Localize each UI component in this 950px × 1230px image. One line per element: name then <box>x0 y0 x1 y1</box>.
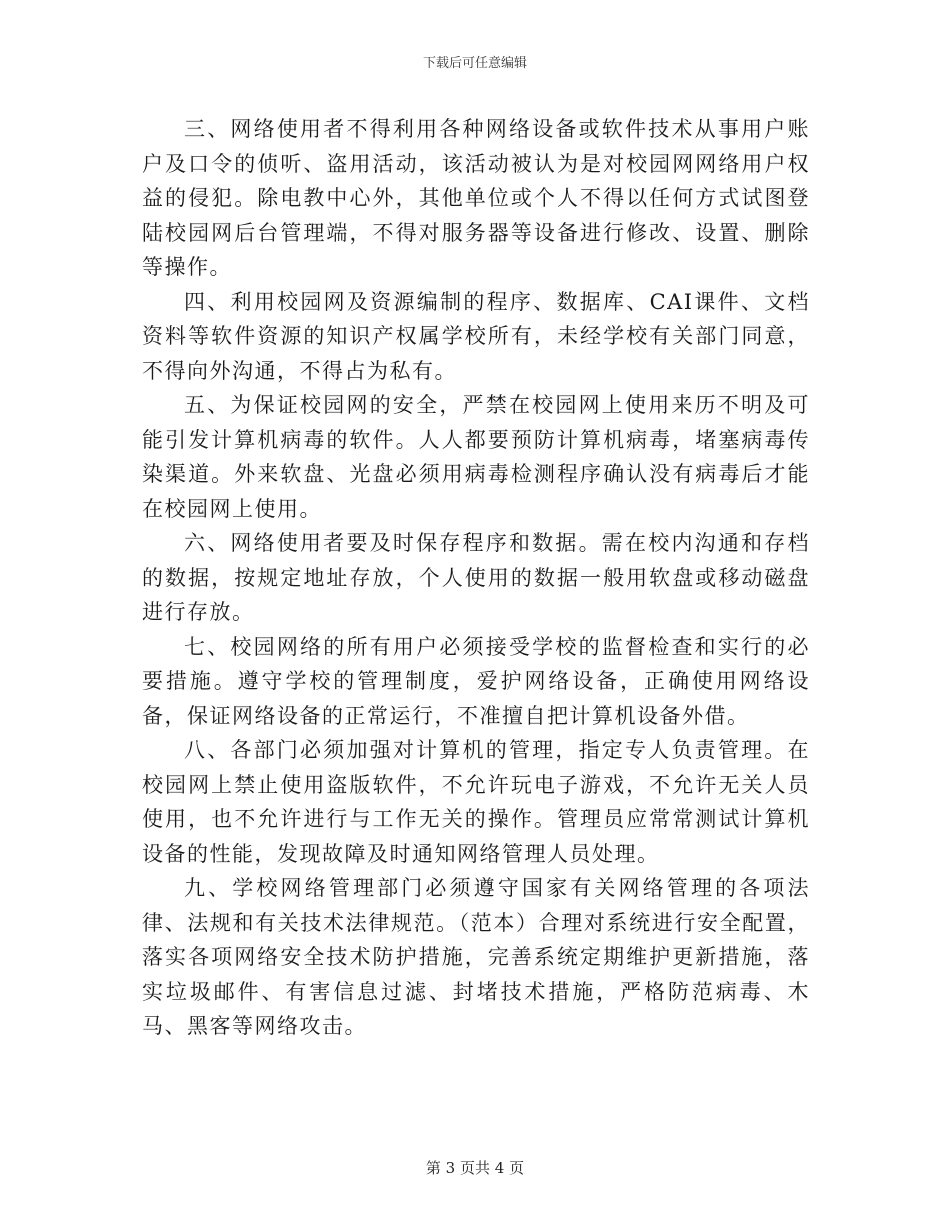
paragraph-3: 三、网络使用者不得利用各种网络设备或软件技术从事用户账户及口令的侦听、盗用活动，该活动被认为是对校园网网络用户权益的侵犯。除电教中心外，其他单位或个人不得以任何方式试图登陆校园网后台管理端，不得对服务器等设备进行修改、设置、删除等操作。 <box>142 117 810 279</box>
page-header-note: 下载后可任意编辑 <box>422 56 527 71</box>
paragraph-9: 九、学校网络管理部门必须遵守国家有关网络管理的各项法律、法规和有关技术法律规范。（范本）合理对系统进行安全配置，落实各项网络安全技术防护措施，完善系统定期维护更新措施，落实垃圾邮件、有害信息过滤、封堵技术措施，严格防范病毒、木马、黑客等网络攻击。 <box>142 876 810 1038</box>
paragraph-6: 六、网络使用者要及时保存程序和数据。需在校内沟通和存档的数据，按规定地址存放，个人使用的数据一般用软盘或移动磁盘进行存放。 <box>142 531 810 624</box>
document-body <box>142 112 810 1044</box>
paragraph-7: 七、校园网络的所有用户必须接受学校的监督检查和实行的必要措施。遵守学校的管理制度，爱护网络设备，正确使用网络设备，保证网络设备的正常运行，不准擅自把计算机设备外借。 <box>142 634 810 728</box>
page-number-footer: 第 3 页共 4 页 <box>425 1159 525 1177</box>
paragraph-8: 八、各部门必须加强对计算机的管理，指定专人负责管理。在校园网上禁止使用盗版软件，不允许玩电子游戏，不允许无关人员使用，也不允许进行与工作无关的操作。管理员应常常测试计算机设备的性能，发现故障及时通知网络管理人员处理。 <box>142 738 810 866</box>
paragraph-4: 四、利用校园网及资源编制的程序、数据库、CAI课件、文档资料等软件资源的知识产权属学校所有，未经学校有关部门同意，不得向外沟通，不得占为私有。 <box>142 289 810 383</box>
paragraph-5: 五、为保证校园网的安全，严禁在校园网上使用来历不明及可能引发计算机病毒的软件。人人都要预防计算机病毒，堵塞病毒传染渠道。外来软盘、光盘必须用病毒检测程序确认没有病毒后才能在校园网上使用。 <box>142 393 810 521</box>
